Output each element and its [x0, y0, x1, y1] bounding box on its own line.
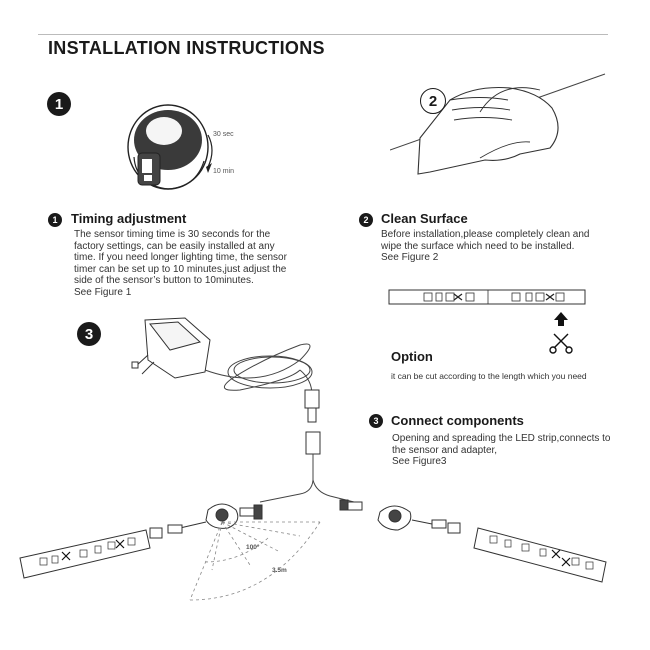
page-title: INSTALLATION INSTRUCTIONS — [48, 38, 325, 58]
step3-figure-badge: 3 — [77, 322, 101, 346]
step2-description — [381, 229, 621, 264]
step2-see-figure: See Figure 2 — [381, 252, 439, 263]
timer-label-30-sec: 30 sec — [213, 131, 234, 138]
top-divider — [38, 34, 608, 35]
step3-line: Opening and spreading the LED strip,connects to — [392, 433, 611, 444]
step1-heading: Timing adjustment — [71, 211, 187, 226]
step3-heading: Connect components — [391, 413, 524, 428]
step2-heading: Clean Surface — [381, 211, 468, 226]
timer-label-10-min: 10 min — [213, 168, 235, 175]
option-note: it can be cut according to the length which you need — [391, 371, 587, 381]
sensor-timer-figure — [120, 95, 230, 205]
step3-description — [392, 433, 632, 468]
step1-see-figure: See Figure 1 — [74, 286, 132, 298]
step1-badge: 1 — [48, 213, 62, 227]
step1-figure-badge: 1 — [47, 92, 71, 116]
step3-see-figure: See Figure3 — [392, 456, 447, 467]
step1-line: time. If you need longer lighting time, the sensor — [74, 252, 287, 263]
step1-line: timer can be set up to 10 minutes,just adjust the — [74, 263, 287, 275]
detection-angle-label: 100° — [246, 544, 260, 551]
step2-badge: 2 — [359, 213, 373, 227]
step2-line: Before installation,please completely clean and — [381, 229, 590, 240]
step1-line: side of the sensor’s button to 10minutes. — [74, 275, 254, 286]
step1-line: factory settings, can be easily installed at any — [74, 240, 275, 252]
step2-line: wipe the surface which need to be installed. — [381, 240, 575, 252]
clean-surface-figure — [390, 70, 620, 185]
step3-badge: 3 — [369, 414, 383, 428]
step2-figure-badge: 2 — [420, 88, 446, 114]
step1-line: The sensor timing time is 30 seconds for the — [74, 229, 271, 240]
option-heading: Option — [391, 349, 433, 364]
detection-distance-label: 3.5m — [272, 567, 287, 574]
step3-line: the sensor and adapter, — [392, 444, 498, 456]
step1-description — [74, 229, 309, 298]
